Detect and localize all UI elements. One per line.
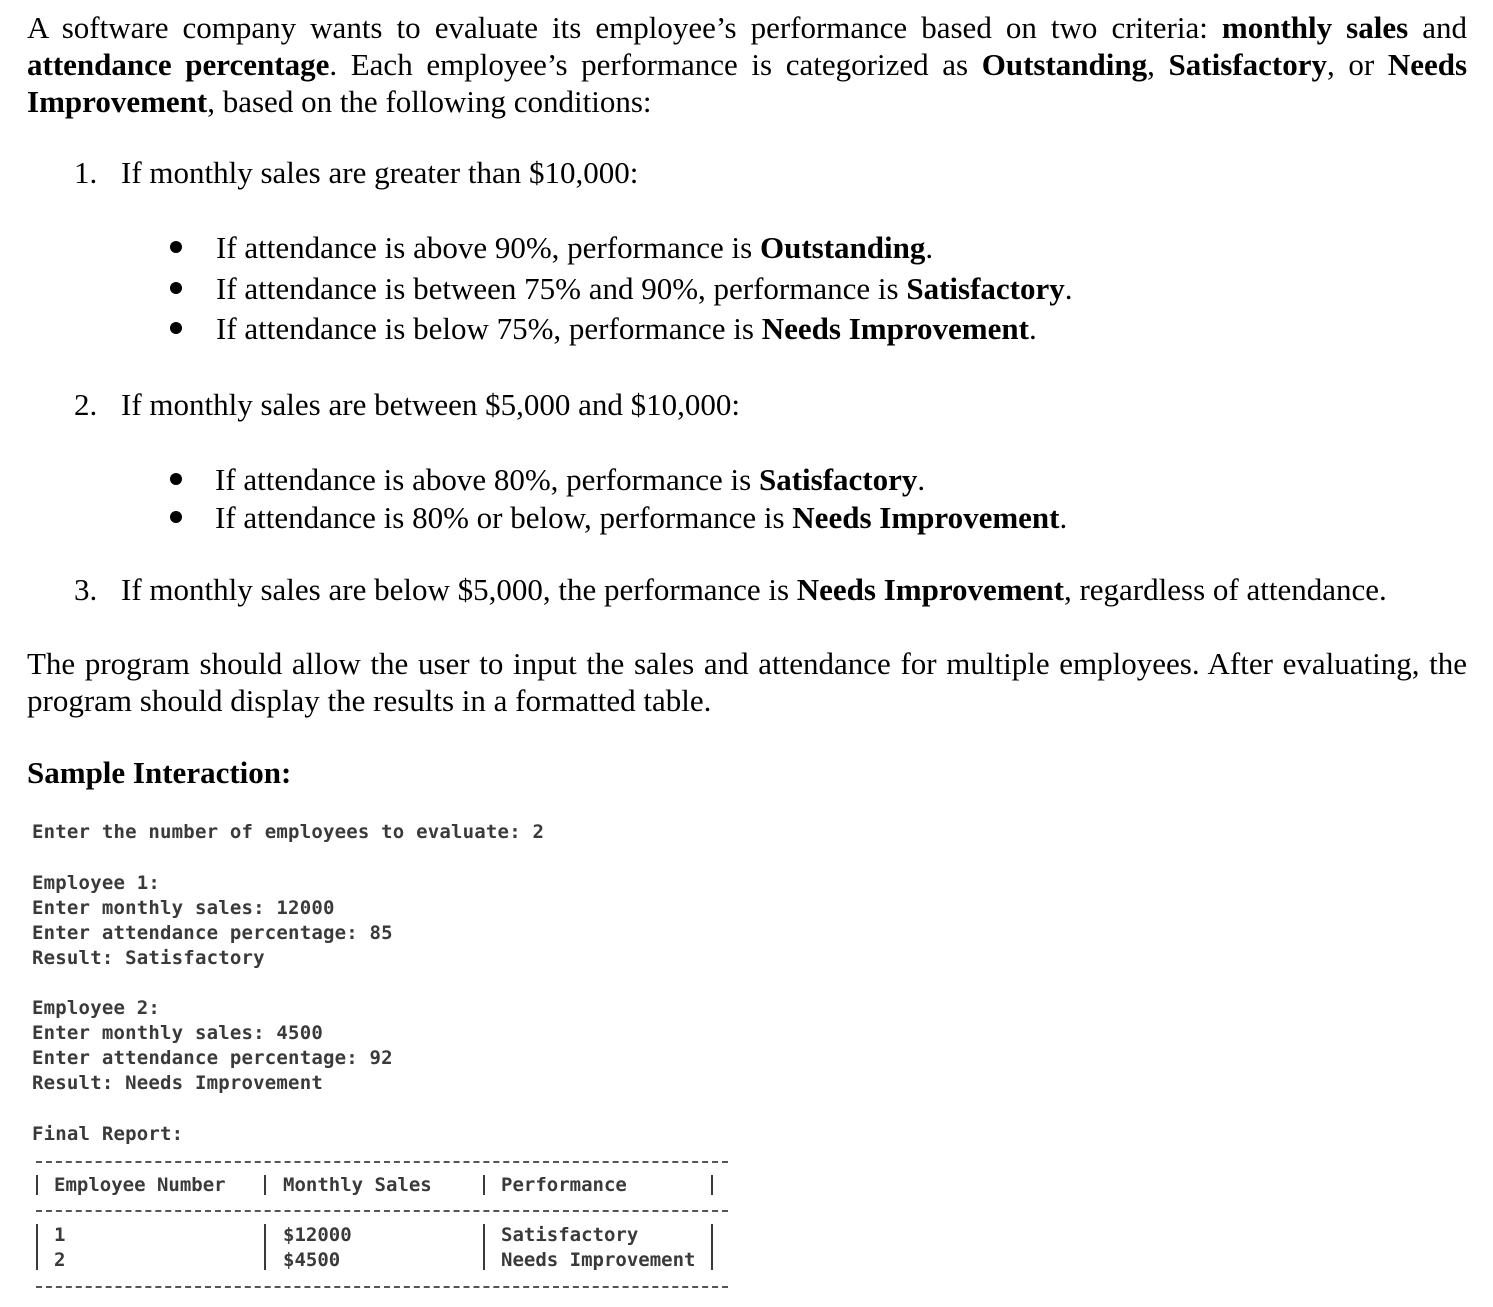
condition-1-text: If monthly sales are greater than $10,000:	[121, 155, 639, 190]
condition-2-bullet-1: If attendance is above 80%, performance is Satisfactory.	[215, 462, 926, 497]
table-vbar	[483, 1175, 485, 1195]
intro-text-2: and	[1422, 10, 1467, 45]
intro-bold-needs-improvement: Needs Improvement	[27, 47, 1468, 119]
console-final-report: Final Report:	[32, 1123, 184, 1145]
condition-1-number: 1.	[74, 155, 98, 190]
bullet-icon	[170, 241, 182, 253]
table-vbar	[711, 1224, 713, 1270]
table-vbar	[483, 1224, 485, 1270]
condition-2-text: If monthly sales are between $5,000 and $10,000:	[121, 387, 740, 422]
table-vbar	[36, 1224, 38, 1270]
table-vbar	[36, 1175, 38, 1195]
bullet-icon	[170, 473, 182, 485]
table-cell-employee-number: 2	[54, 1249, 66, 1271]
table-header-performance: Performance	[501, 1174, 627, 1196]
intro-text-5: , or	[1326, 47, 1375, 82]
table-vbar	[264, 1175, 266, 1195]
table-border-bottom	[36, 1286, 728, 1288]
console-emp1-result: Result: Satisfactory	[32, 947, 265, 969]
intro-text-4: ,	[1147, 47, 1155, 82]
condition-1-bullet-2: If attendance is between 75% and 90%, performance is Satisfactory.	[216, 271, 1073, 306]
table-vbar	[264, 1224, 266, 1270]
condition-1-bullet-3: If attendance is below 75%, performance is Needs Improvement.	[216, 311, 1037, 346]
condition-3-text: If monthly sales are below $5,000, the performance is Needs Improvement, regardless of attendance.	[121, 572, 1387, 607]
table-cell-performance: Satisfactory	[501, 1224, 639, 1246]
table-vbar	[711, 1175, 713, 1195]
intro-text-1: A software company wants to evaluate its employee’s performance based on two criteria:	[27, 10, 1208, 45]
condition-2-number: 2.	[74, 387, 98, 422]
table-cell-employee-number: 1	[54, 1224, 66, 1246]
bullet-icon	[170, 511, 182, 523]
console-emp1-attendance: Enter attendance percentage: 85	[32, 922, 393, 944]
console-emp1-header: Employee 1:	[32, 872, 161, 894]
sample-heading: Sample Interaction:	[27, 755, 292, 790]
condition-2-bullet-2: If attendance is 80% or below, performance is Needs Improvement.	[215, 500, 1068, 535]
table-header-monthly-sales: Monthly Sales	[283, 1174, 432, 1196]
table-border-top	[36, 1161, 728, 1163]
console-emp2-header: Employee 2:	[32, 997, 161, 1019]
console-emp2-sales: Enter monthly sales: 4500	[32, 1022, 323, 1044]
table-cell-monthly-sales: $12000	[283, 1224, 352, 1246]
table-border-header	[36, 1210, 728, 1212]
intro-bold-satisfactory: Satisfactory	[1168, 47, 1327, 82]
table-header-employee-number: Employee Number	[54, 1174, 226, 1196]
console-emp1-sales: Enter monthly sales: 12000	[32, 897, 335, 919]
bullet-icon	[170, 282, 182, 294]
table-cell-performance: Needs Improvement	[501, 1249, 696, 1271]
intro-bold-attendance: attendance percentage	[27, 47, 330, 82]
program-note: The program should allow the user to input the sales and attendance for multiple employees. After evaluating, the program should display the results in a formatted table.	[27, 646, 1467, 718]
bullet-icon	[170, 322, 182, 334]
intro-text-3: . Each employee’s performance is categorized as	[329, 47, 969, 82]
condition-3-number: 3.	[74, 572, 98, 607]
intro-paragraph	[27, 9, 1467, 120]
console-prompt-count: Enter the number of employees to evaluate: 2	[32, 821, 545, 843]
intro-bold-monthly-sales: monthly sales	[1221, 10, 1409, 45]
intro-text-6: , based on the following conditions:	[207, 84, 652, 119]
intro-bold-outstanding: Outstanding	[981, 47, 1148, 82]
console-emp2-attendance: Enter attendance percentage: 92	[32, 1047, 393, 1069]
console-emp2-result: Result: Needs Improvement	[32, 1072, 323, 1094]
table-cell-monthly-sales: $4500	[283, 1249, 341, 1271]
condition-1-bullet-1: If attendance is above 90%, performance is Outstanding.	[216, 230, 934, 265]
